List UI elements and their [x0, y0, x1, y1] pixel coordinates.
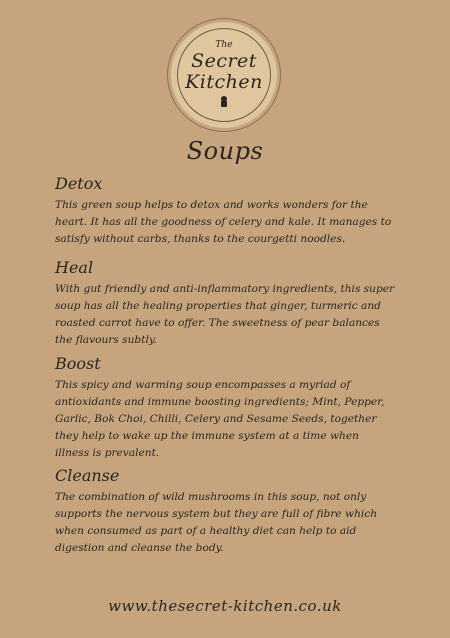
section-body: With gut friendly and anti-inflammatory ingredients, this super soup has all the healing properties that ginger, turmeric and roasted carrot have to offer. The sweetness of pear balances the flavours subtly. [55, 283, 395, 346]
section-heading: Heal [55, 258, 94, 277]
chef-icon [217, 95, 231, 109]
logo-the-text: The [215, 40, 233, 50]
website-url: www.thesecret-kitchen.co.uk [108, 597, 342, 615]
section-body: This green soup helps to detox and works wonders for the heart. It has all the goodness of celery and kale. It manages to satisfy without carbs, thanks to the courgetti noodles. [55, 199, 392, 245]
section-detox [55, 174, 395, 248]
section-heading: Cleanse [55, 466, 120, 485]
logo-kitchen-text: Kitchen [185, 71, 263, 93]
section-body: The combination of wild mushrooms in this soup, not only supports the nervous system but they are full of fibre which when consumed as part of a healthy diet can help to aid digestion and cleanse the body. [55, 491, 378, 554]
logo-secret-text: Secret [191, 50, 257, 72]
section-body: This spicy and warming soup encompasses a myriad of antioxidants and immune boosting ingredients; Mint, Pepper, Garlic, Bok Choi, Chilli, Celery and Sesame Seeds, together they help to wake up the immune system at a time when illness is prevalent. [55, 379, 385, 459]
section-heading: Detox [55, 174, 103, 193]
logo-badge [171, 22, 277, 128]
section-heal [55, 258, 395, 349]
page-title: Soups [186, 137, 264, 165]
section-boost [55, 354, 395, 462]
section-cleanse [55, 466, 395, 557]
section-heading: Boost [55, 354, 101, 373]
